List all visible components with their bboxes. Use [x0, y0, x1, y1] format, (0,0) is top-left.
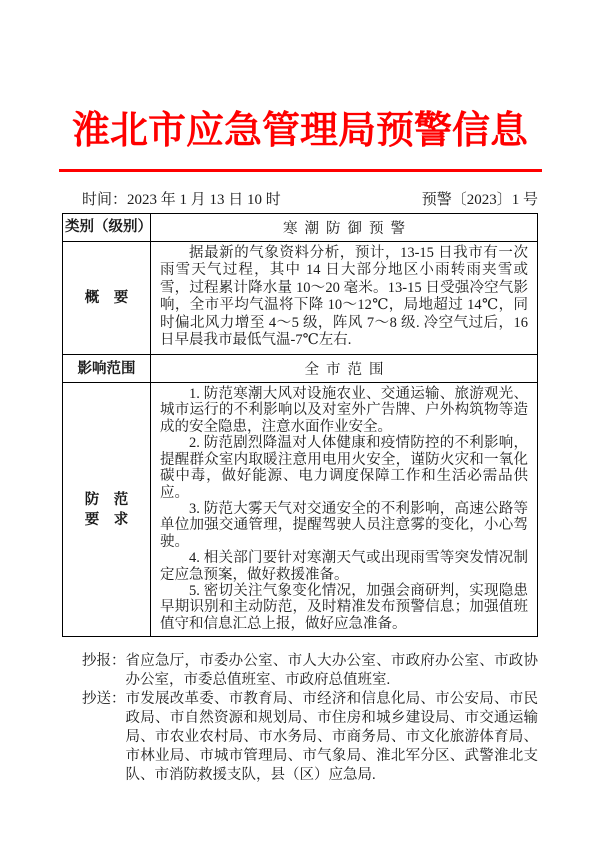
copy-report-label: 抄报：	[82, 653, 126, 670]
measures-label-line2: 要 求	[84, 511, 129, 528]
title-underline-rule	[59, 169, 542, 172]
document-number: 预警〔2023〕1 号	[421, 191, 538, 208]
issue-time-label: 时间：	[82, 191, 128, 208]
table-row-summary	[63, 241, 538, 355]
category-label-cell: 类别（级别）	[63, 213, 151, 241]
meta-row	[62, 188, 538, 209]
measure-item-5: 5. 密切关注气象变化情况，加强会商研判，实现隐患早期识别和主动防范，及时精准发布预警信息；加强值班值守和信息汇总上报，做好应急准备。	[160, 582, 528, 632]
issue-time-value: 2023 年 1 月 13 日 10 时	[127, 191, 281, 208]
measure-item-2: 2. 防范剧烈降温对人体健康和疫情防控的不利影响，提醒群众室内取暖注意用电用火安全，谨防火灾和一氧化碳中毒，做好能源、电力调度保障工作和生活必需品供应。	[160, 435, 528, 501]
measures-label-cell	[63, 383, 151, 637]
copy-send-value: 市发展改革委、市教育局、市经济和信息化局、市公安局、市民政局、市自然资源和规划局、市住房和城乡建设局、市交通运输局、市农业农村局、市水务局、市商务局、市文化旅游体育局、市林业局、市城市管理局、市气象局、淮北军分区、武警淮北支队、市消防救援支队，县（区）应急局.	[125, 691, 538, 784]
table-row-scope	[63, 355, 538, 383]
copy-send-row	[82, 690, 538, 785]
scope-value-cell: 全市范围	[151, 355, 538, 383]
warning-table	[62, 213, 538, 638]
measure-item-4: 4. 相关部门要针对寒潮天气或出现雨雪等突发情况制定应急预案，做好救援准备。	[160, 550, 528, 583]
measures-label-line1: 防 范	[84, 491, 129, 508]
distribution-footer	[62, 652, 538, 785]
copy-report-value: 省应急厅，市委办公室、市人大办公室、市政府办公室、市政协办公室，市委总值班室、市政府总值班室.	[125, 653, 538, 689]
issue-time	[82, 188, 281, 209]
summary-value-cell: 据最新的气象资料分析，预计，13-15 日我市有一次雨雪天气过程，其中 14 日大部分地区小雨转雨夹雪或雪，过程累计降水量 10～20 毫米。13-15 日受强冷空气影响，全市平均气温将下降 10～12℃，局地超过 14℃，同时偏北风力增至 4～5 级，阵风 7～8 级. 冷空气过后，16 日早晨我市最低气温-7℃左右.	[151, 241, 538, 355]
measures-value-cell	[151, 383, 538, 637]
table-row-category	[63, 213, 538, 241]
measure-item-1: 1. 防范寒潮大风对设施农业、交通运输、旅游观光、城市运行的不利影响以及对室外广告牌、户外构筑物等造成的安全隐患，注意水面作业安全。	[160, 386, 528, 435]
copy-send-label: 抄送：	[82, 691, 126, 708]
copy-report-row	[82, 652, 538, 690]
category-value-cell: 寒潮防御预警	[151, 213, 538, 241]
document-title: 淮北市应急管理局预警信息	[71, 110, 528, 152]
scope-label-cell: 影响范围	[63, 355, 151, 383]
table-row-measures	[63, 383, 538, 637]
measure-item-3: 3. 防范大雾天气对交通安全的不利影响，高速公路等单位加强交通管理，提醒驾驶人员注意雾的变化，小心驾驶。	[160, 500, 528, 550]
summary-label-cell: 概 要	[63, 241, 151, 355]
